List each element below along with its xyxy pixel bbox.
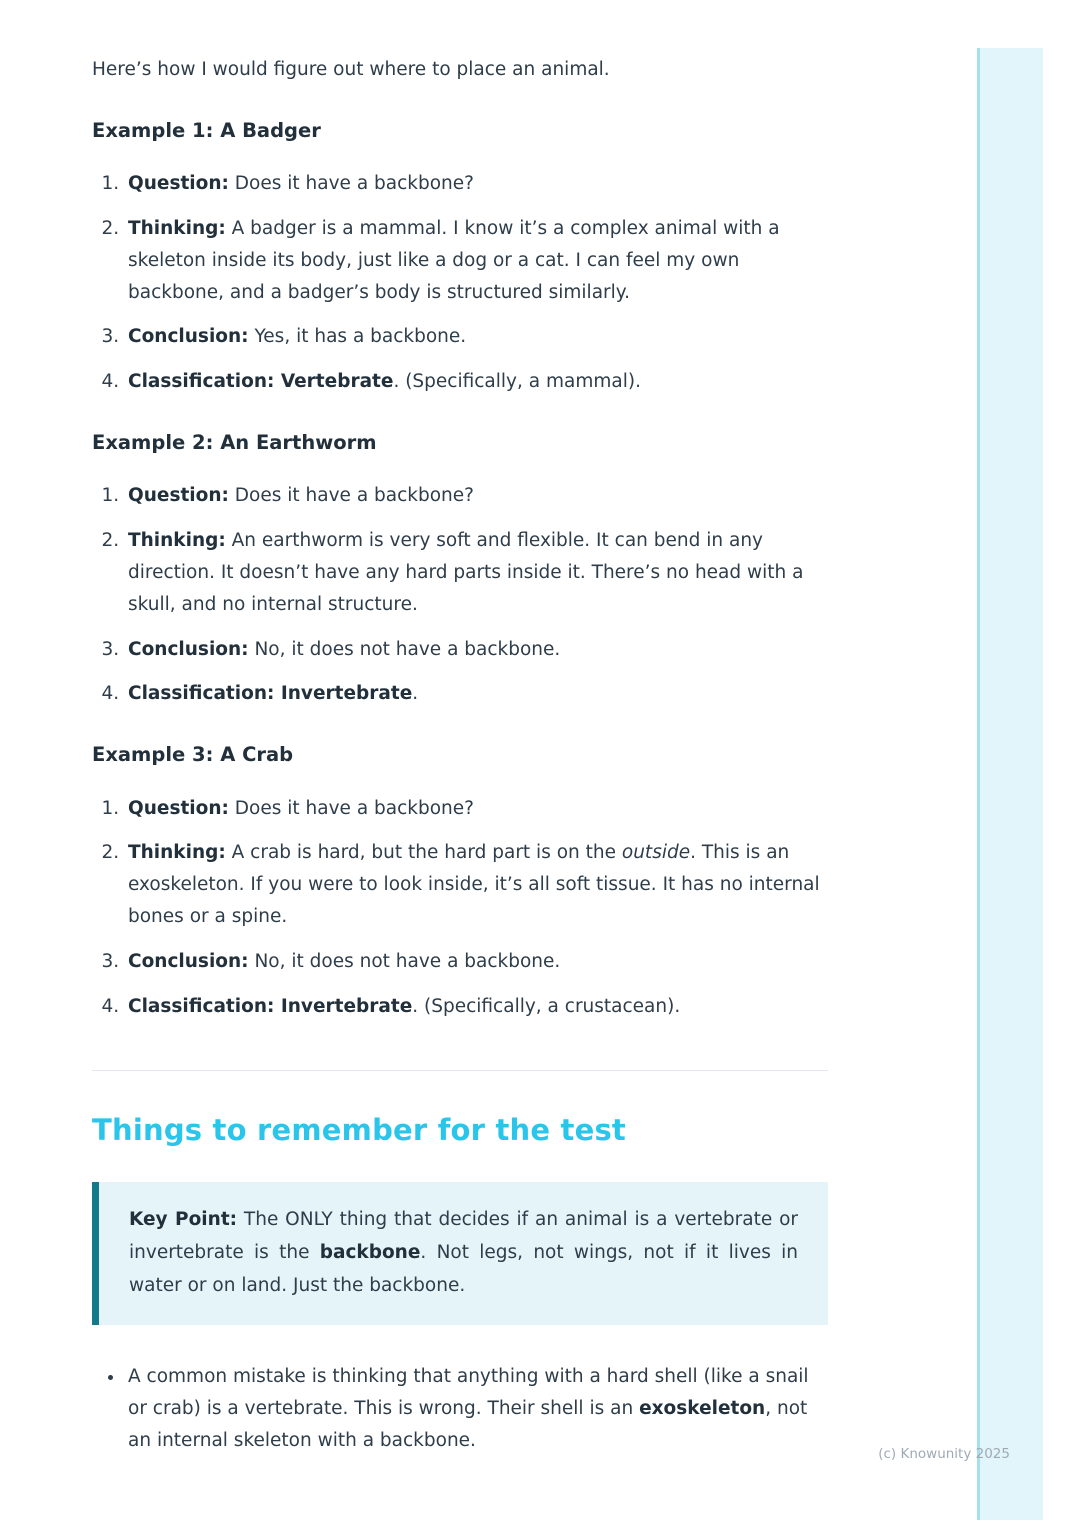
text-segment: exoskeleton: [639, 1397, 766, 1419]
text-segment: backbone: [319, 1242, 421, 1264]
text-segment: . Not legs, not wings, not if it lives in water or on land. Just the backbone.: [129, 1242, 798, 1297]
example-steps: [92, 793, 828, 1023]
text-segment: Classification: Invertebrate: [128, 995, 413, 1017]
text-segment: A badger is a mammal. I know it’s a complex animal with a skeleton inside its body, just like a dog or a cat. I can feel my own backbone, and a badger’s body is structured similarly.: [128, 217, 780, 303]
text-segment: The ONLY thing that decides if an animal is a vertebrate or invertebrate is the: [129, 1209, 798, 1264]
key-point-text: [129, 1204, 798, 1303]
text-segment: outside: [621, 842, 691, 864]
text-segment: An earthworm is very soft and flexible. It can bend in any direction. It doesn’t have any hard parts inside it. There’s no head with a skull, and no internal structure.: [128, 530, 804, 615]
text-segment: Thinking:: [128, 530, 226, 552]
text-segment: A common mistake is thinking that anything with a hard shell (like a snail or crab) is a vertebrate. This is wrong. Their shell is an: [128, 1366, 809, 1419]
text-segment: Conclusion:: [128, 950, 249, 972]
example-step: [125, 525, 828, 620]
section-title: Things to remember for the test: [92, 1113, 626, 1148]
example-step: [125, 213, 828, 308]
text-segment: Thinking:: [128, 217, 226, 239]
text-segment: Does it have a backbone?: [228, 485, 474, 507]
text-segment: A crab is hard, but the hard part is on the: [225, 842, 622, 864]
example-step: [125, 634, 828, 666]
text-segment: No, it does not have a backbone.: [248, 950, 561, 972]
text-segment: . (Specifically, a mammal).: [393, 371, 641, 393]
text-segment: Does it have a backbone?: [228, 173, 474, 195]
example-steps: [92, 480, 828, 710]
example-step: [125, 321, 828, 353]
example-step: [125, 946, 828, 978]
key-point-callout: [92, 1182, 828, 1325]
document-content: [92, 54, 828, 1468]
example-title: Example 3: A Crab: [92, 743, 294, 767]
section-divider: [92, 1070, 828, 1071]
intro-paragraph: Here’s how I would figure out where to place an animal.: [92, 59, 610, 80]
page-edge-strip: [977, 48, 1043, 1520]
text-segment: Question:: [128, 173, 229, 195]
text-segment: Question:: [128, 797, 229, 819]
example-step: [125, 678, 828, 710]
example-step: [125, 366, 828, 398]
text-segment: Question:: [128, 485, 229, 507]
text-segment: Thinking:: [128, 842, 226, 864]
text-segment: No, it does not have a backbone.: [248, 638, 561, 660]
text-segment: Key Point:: [129, 1209, 238, 1231]
text-segment: Classification: Invertebrate: [128, 683, 413, 705]
example-step: [125, 991, 828, 1023]
text-segment: . This is an exoskeleton. If you were to look inside, it’s all soft tissue. It has no internal bones or a spine.: [128, 842, 820, 928]
text-segment: Conclusion:: [128, 638, 249, 660]
notes-list: [92, 1361, 828, 1456]
example-step: [125, 793, 828, 825]
copyright-note: (c) Knowunity 2025: [878, 1446, 1010, 1462]
text-segment: , not an internal skeleton with a backbone.: [128, 1397, 808, 1451]
example-steps: [92, 168, 828, 398]
text-segment: Does it have a backbone?: [228, 797, 474, 819]
example-step: [125, 168, 828, 200]
examples: [92, 118, 828, 1023]
text-segment: . (Specifically, a crustacean).: [412, 995, 681, 1017]
text-segment: Classification: Vertebrate: [128, 371, 394, 393]
text-segment: Yes, it has a backbone.: [248, 326, 467, 348]
note-item: [125, 1361, 828, 1456]
example-title: Example 1: A Badger: [92, 118, 321, 142]
example-title: Example 2: An Earthworm: [92, 431, 377, 455]
example-step: [125, 837, 828, 932]
text-segment: .: [412, 683, 419, 705]
text-segment: Conclusion:: [128, 326, 249, 348]
example-step: [125, 480, 828, 512]
